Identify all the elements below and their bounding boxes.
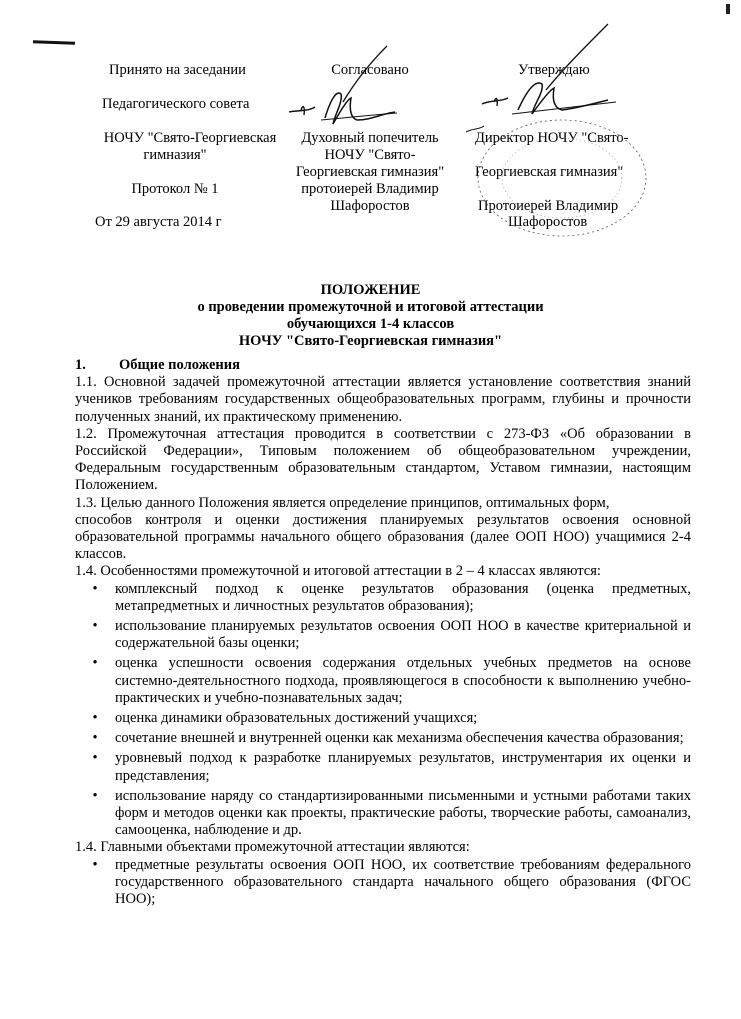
list-item-text: использование планируемых результатов освоения ООП НОО в качестве критериальной и содержательной базы оценки; <box>115 618 691 652</box>
header-right-line2: Директор НОЧУ "Свято- <box>475 130 629 146</box>
paragraph-1-3b: способов контроля и оценки достижения планируемых результатов освоения основной образовательной программы начального общего образования (далее ООП НОО) учащимися 2-4 классов. <box>75 511 691 563</box>
paragraph-1-1: 1.1. Основной задачей промежуточной аттестации является установление соответствия знаний учеников требованиям государственных общеобразовательных программ, глубины и прочности полученных знаний, их практическому применению. <box>75 374 691 425</box>
header-middle-line3: НОЧУ "Свято- <box>324 147 416 163</box>
paragraph-1-4b: 1.4. Главными объектами промежуточной аттестации являются: <box>75 839 470 856</box>
list-item-text: комплексный подход к оценке результатов образования (оценка предметных, метапредметных и личностных результатов образования); <box>115 580 691 614</box>
list-item-text: уровневый подход к разработке планируемых результатов, инструментария их оценки и представления; <box>115 750 691 784</box>
list-item <box>75 730 691 747</box>
header-middle-line2: Духовный попечитель <box>301 130 439 146</box>
header-left-line5: Протокол № 1 <box>131 181 219 197</box>
list-item-text: предметные результаты освоения ООП НОО, их соответствие требованиям федерального государственного образовательного стандарта начального общего образования (ФГОС НОО); <box>115 856 691 908</box>
list-item-text: использование наряду со стандартизированными письменными и устными работами таких форм и методов оценки как проекты, практические работы, творческие работы, самоанализ, самооценка, наблюдение и др. <box>115 787 691 839</box>
bullet-list-1 <box>75 581 691 840</box>
section-heading <box>75 357 691 374</box>
scan-mark <box>33 40 75 44</box>
doc-subtitle-2: обучающихся 1-4 классов <box>286 316 455 332</box>
list-item <box>75 710 691 727</box>
bullet-icon: • <box>92 580 98 597</box>
header-left-line4: гимназия" <box>143 147 207 163</box>
document-body <box>75 357 691 908</box>
header-right-line4: Протоиерей Владимир <box>478 198 619 214</box>
header-middle-line6: Шафоростов <box>330 198 410 214</box>
bullet-icon: • <box>92 856 98 873</box>
section-title: Общие положения <box>119 357 240 373</box>
list-item-text: оценка динамики образовательных достижений учащихся; <box>115 710 478 727</box>
list-item <box>75 857 691 909</box>
header-middle-line4: Георгиевская гимназия" <box>295 164 445 180</box>
paragraph-1-3a: 1.3. Целью данного Положения является определение принципов, оптимальных форм, <box>75 494 610 511</box>
header-right-line5: Шафоростов <box>508 214 588 230</box>
list-item-text: оценка успешности освоения содержания отдельных учебных предметов на основе системно-деятельностного подхода, проявляющегося в способности к выполнению учебно-практических и учебно-познавательных задач; <box>115 655 691 706</box>
list-item <box>75 581 691 615</box>
bullet-icon: • <box>92 730 98 747</box>
list-item <box>75 750 691 784</box>
header-right-line3: Георгиевская гимназия" <box>475 164 624 180</box>
list-item-text: сочетание внешней и внутренней оценки как механизма обеспечения качества образования; <box>115 730 684 747</box>
bullet-icon: • <box>92 655 98 672</box>
bullet-icon: • <box>92 750 98 767</box>
doc-subtitle-3: НОЧУ "Свято-Георгиевская гимназия" <box>238 333 503 349</box>
header-middle-line5: протоиерей Владимир <box>301 181 439 197</box>
bullet-icon: • <box>92 787 98 804</box>
doc-title: ПОЛОЖЕНИЕ <box>320 282 421 298</box>
bullet-icon: • <box>92 710 98 727</box>
list-item <box>75 618 691 652</box>
scan-mark-corner <box>726 4 730 14</box>
doc-subtitle-1: о проведении промежуточной и итоговой аттестации <box>197 299 544 315</box>
paragraph-1-4: 1.4. Особенностями промежуточной и итоговой аттестации в 2 – 4 классах являются: <box>75 563 601 580</box>
header-middle-line1: Согласовано <box>331 62 409 78</box>
bullet-icon: • <box>92 618 98 635</box>
list-item <box>75 655 691 707</box>
section-number: 1. <box>75 357 86 373</box>
list-item <box>75 788 691 840</box>
header-right-line1: Утверждаю <box>518 62 590 78</box>
paragraph-1-2: 1.2. Промежуточная аттестация проводится в соответствии с 273-ФЗ «Об образовании в Российской Федерации», Типовым положением об общеобразовательном учреждении, Федеральным государственным образовательным стандартом, Уставом гимназии, настоящим Положением. <box>75 425 691 494</box>
header-left-line2: Педагогического совета <box>102 96 250 112</box>
header-left-line6: От 29 августа 2014 г <box>95 214 222 230</box>
bullet-list-2 <box>75 857 691 909</box>
header-left-line1: Принято на заседании <box>109 62 246 78</box>
signature-right <box>460 20 630 140</box>
header-left-line3: НОЧУ "Свято-Георгиевская <box>103 130 277 146</box>
